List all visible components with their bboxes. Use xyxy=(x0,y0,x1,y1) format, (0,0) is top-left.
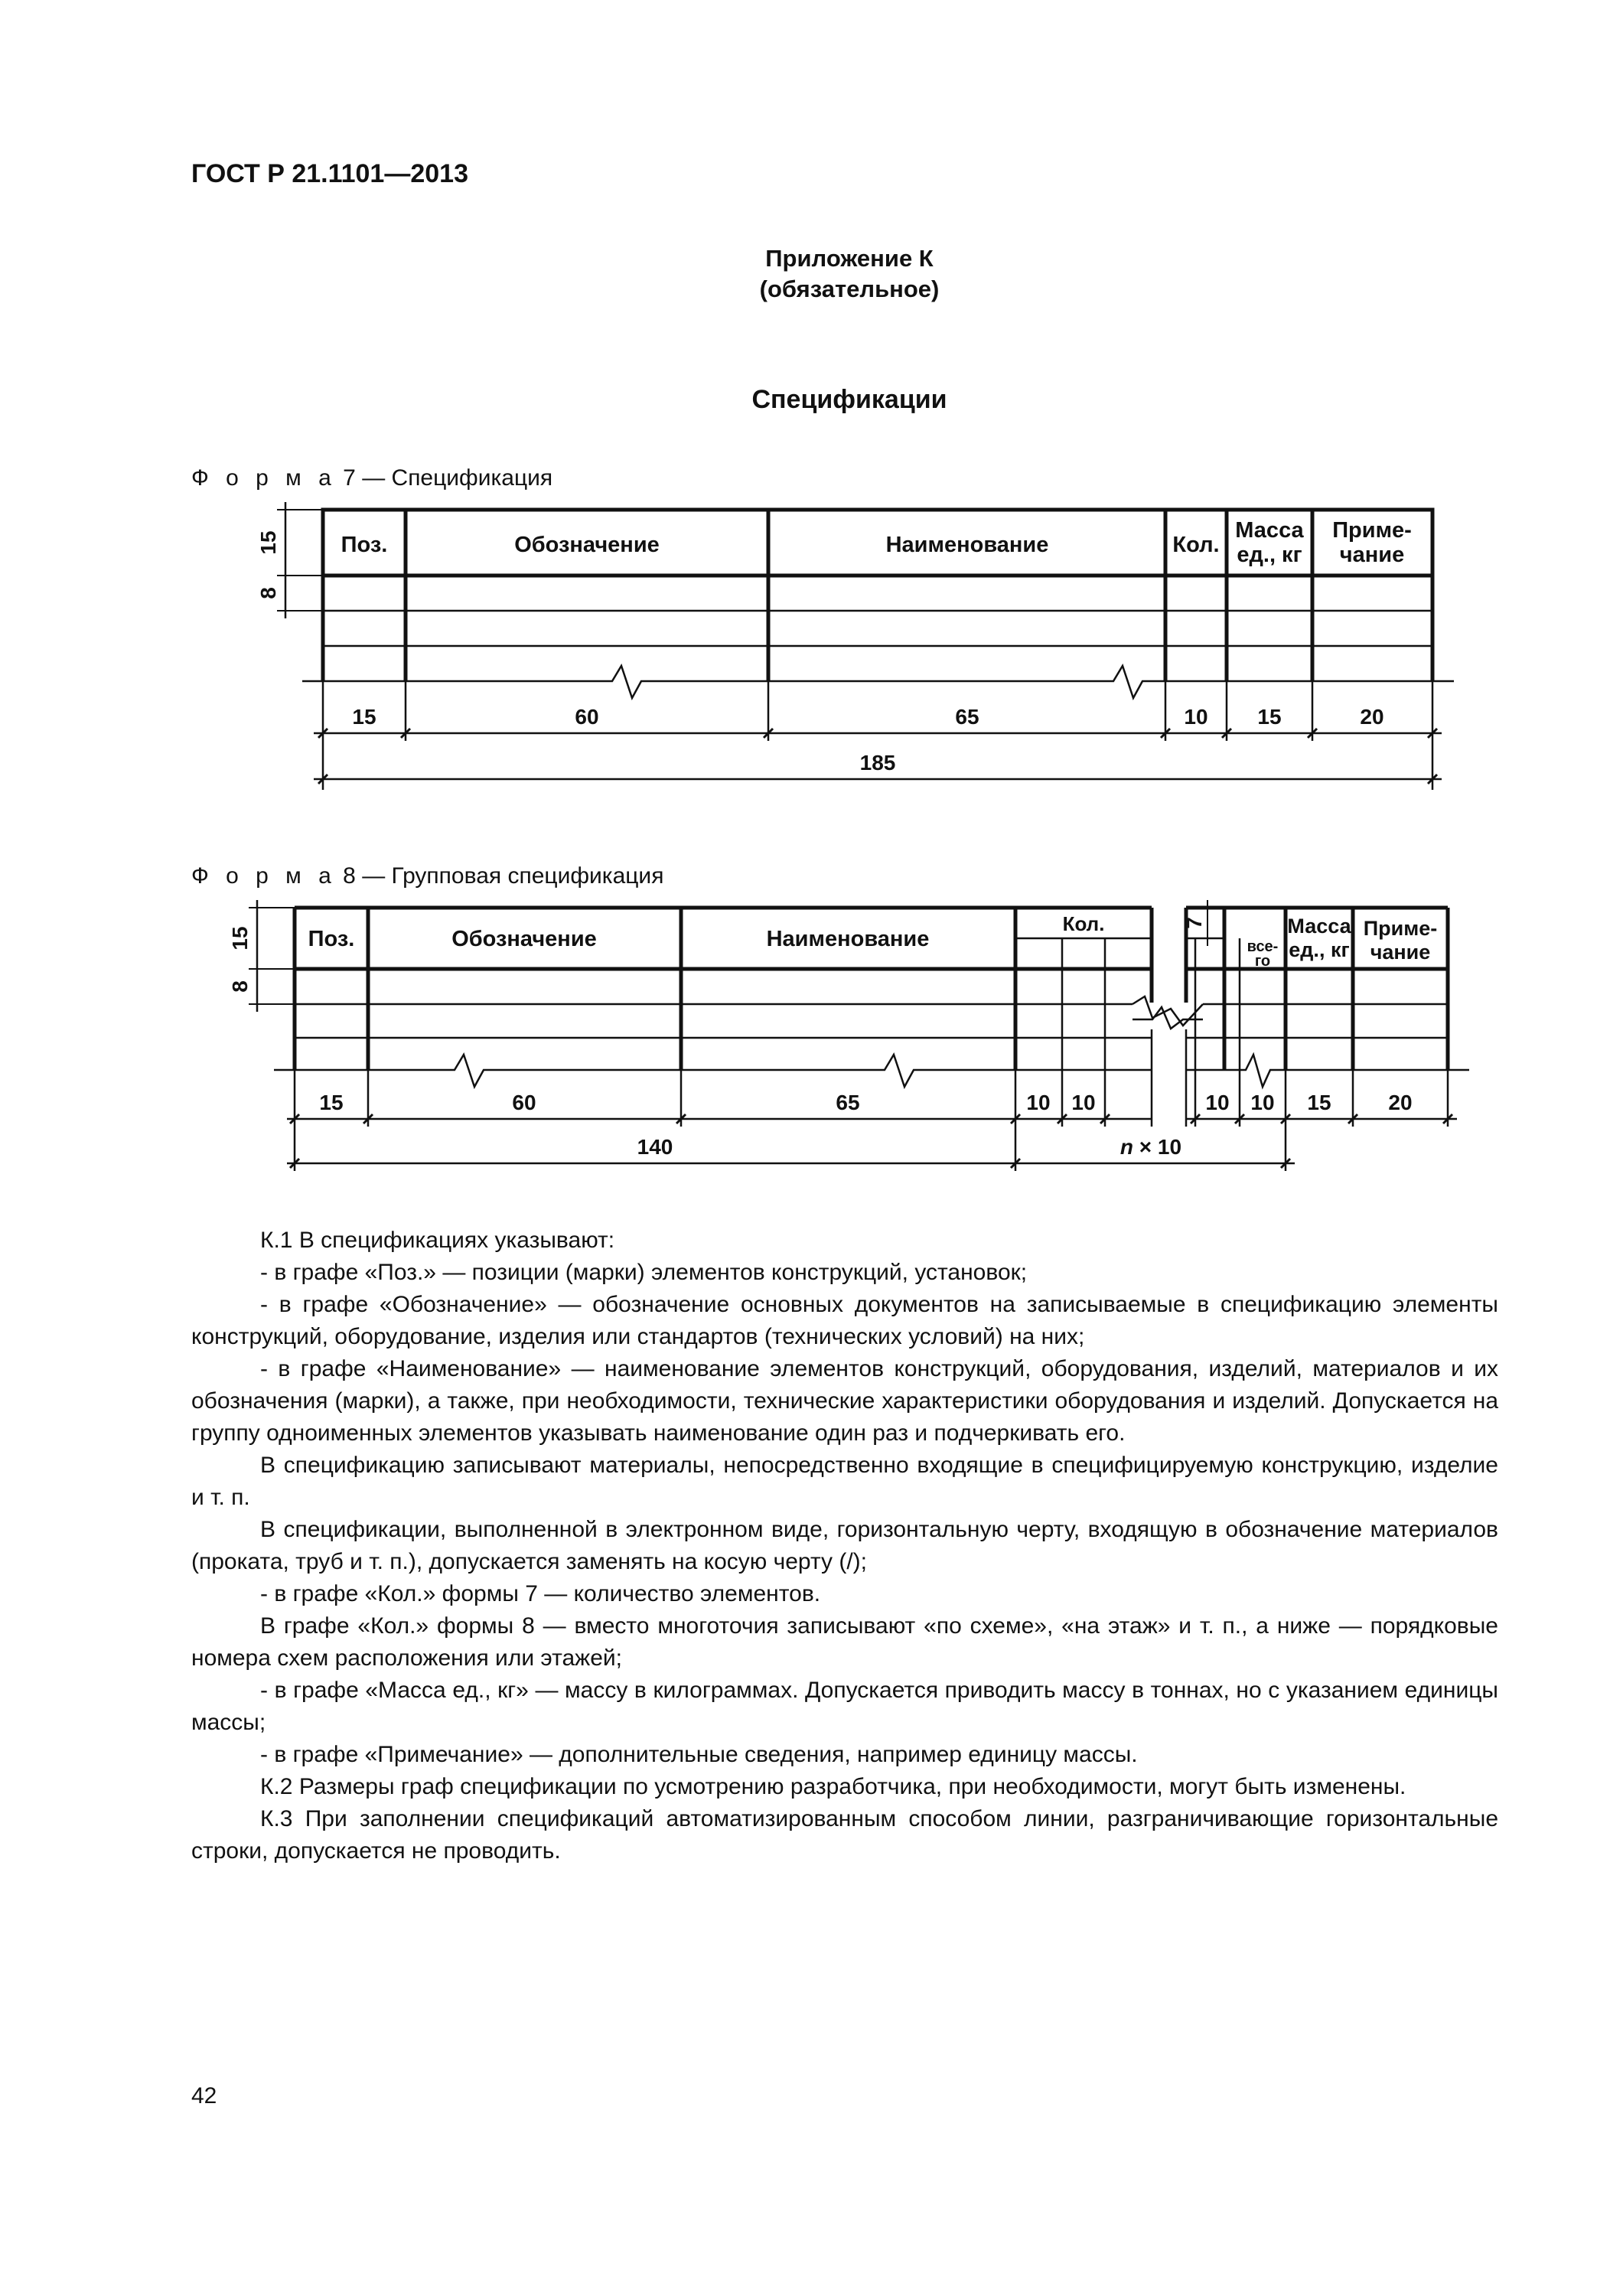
form7-col-mass-line2: ед., кг xyxy=(1237,543,1302,567)
paragraph: - в графе «Масса ед., кг» — массу в килограммах. Допускается приводить массу в тоннах, но с указанием единицы массы; xyxy=(191,1678,1498,1735)
paragraph: - в графе «Поз.» — позиции (марки) элементов конструкций, установок; xyxy=(260,1260,1028,1285)
form8-dim-width: 15 xyxy=(319,1091,344,1114)
form8-col-note-line2: чание xyxy=(1370,941,1431,964)
form8-height-dims xyxy=(228,917,1206,993)
form8-col-qty: Кол. xyxy=(1062,912,1105,935)
form8-dim-width: 65 xyxy=(836,1091,860,1114)
form7-dim-total: 185 xyxy=(859,751,896,775)
appendix-subtitle: (обязательное) xyxy=(759,276,940,302)
form8-dim-width: 10 xyxy=(1250,1091,1275,1114)
form8-dim-width: 20 xyxy=(1388,1091,1413,1114)
form8-col-note-line1: Приме- xyxy=(1363,917,1438,940)
form8-col-total-line2: го xyxy=(1254,953,1271,970)
form8-label-rest: 8 — Групповая спецификация xyxy=(343,863,664,889)
form8-dim-width: 10 xyxy=(1205,1091,1230,1114)
form7-label-rest: 7 — Спецификация xyxy=(343,465,553,491)
explanatory-text xyxy=(191,1225,1498,1867)
form8-col-pos: Поз. xyxy=(308,927,355,951)
standard-header: ГОСТ Р 21.1101—2013 xyxy=(191,159,468,188)
form8-dim-height: 15 xyxy=(228,926,252,951)
paragraph: К.2 Размеры граф спецификации по усмотрению разработчика, при необходимости, могут быть изменены. xyxy=(260,1774,1406,1799)
form8-dim-height: 7 xyxy=(1182,917,1206,929)
paragraph: В графе «Кол.» формы 8 — вместо многоточия записывают «по схеме», «на этаж» и т. п., а ниже — порядковые номера схем расположения или этажей; xyxy=(191,1613,1498,1671)
paragraph: - в графе «Обозначение» — обозначение основных документов на записываемые в спецификацию элементы конструкций, оборудование, изделия или стандартов (технических условий) на них; xyxy=(191,1292,1498,1349)
form7-headers xyxy=(341,518,1412,567)
form7-dim-width: 65 xyxy=(955,705,979,729)
form8-dim-width: 10 xyxy=(1071,1091,1096,1114)
form8-dim-width: 10 xyxy=(1026,1091,1051,1114)
paragraph: К.1 В спецификациях указывают: xyxy=(260,1228,615,1253)
form7-dim-width: 60 xyxy=(575,705,599,729)
form7-dim-width: 15 xyxy=(1257,705,1282,729)
appendix-title: Приложение К xyxy=(765,245,934,272)
form7-dim-height: 15 xyxy=(256,530,280,555)
form8-headers xyxy=(308,912,1438,970)
form8-dim-x10: × 10 xyxy=(1133,1135,1182,1159)
form8-col-mass-line2: ед., кг xyxy=(1289,938,1350,961)
paragraph: - в графе «Примечание» — дополнительные сведения, например единицу массы. xyxy=(260,1742,1138,1767)
form8-dim-height: 8 xyxy=(228,980,252,993)
form7-col-pos: Поз. xyxy=(341,533,388,557)
form7-col-qty: Кол. xyxy=(1172,533,1220,557)
form8-label-word: Ф о р м а xyxy=(191,863,337,889)
form7-col-note-line1: Приме- xyxy=(1332,518,1412,543)
form7-dim-height: 8 xyxy=(256,587,280,599)
form7-label-word: Ф о р м а xyxy=(191,465,337,491)
form8-dim-width: 60 xyxy=(512,1091,536,1114)
paragraph: В спецификации, выполненной в электронном виде, горизонтальную черту, входящую в обозначение материалов (проката, труб и т. п.), допускается заменять на косую черту (/); xyxy=(191,1517,1498,1574)
form8-col-mass-line1: Масса xyxy=(1287,915,1351,938)
form8-dim-total-left: 140 xyxy=(637,1135,673,1159)
form8-dim-n: n xyxy=(1119,1135,1134,1159)
section-title: Спецификации xyxy=(751,385,947,414)
form8-col-designation: Обозначение xyxy=(451,927,597,951)
form7-col-note-line2: чание xyxy=(1339,543,1405,567)
form7-col-mass-line1: Масса xyxy=(1235,518,1304,543)
form8-dim-total-right xyxy=(1120,1135,1181,1159)
form7-height-dims xyxy=(256,530,280,598)
paragraph: - в графе «Наименование» — наименование элементов конструкций, оборудования, изделий, материалов и их обозначения (марки), а также, при необходимости, технические характеристики оборудования и изделий. Допускается на группу одноименных элементов указывать наименование один раз и подчеркивать его. xyxy=(191,1356,1498,1446)
form8-col-name: Наименование xyxy=(766,927,930,951)
form7-col-name: Наименование xyxy=(885,533,1049,557)
form7-dim-width: 15 xyxy=(352,705,376,729)
form8-col-total-line1: все- xyxy=(1247,938,1279,955)
form8-dim-width: 15 xyxy=(1307,1091,1331,1114)
paragraph: В спецификацию записывают материалы, непосредственно входящие в специфицируемую конструкцию, изделие и т. п. xyxy=(191,1453,1498,1510)
page-number: 42 xyxy=(191,2083,217,2108)
form7-width-dims xyxy=(352,705,1383,775)
form7-dim-width: 20 xyxy=(1360,705,1384,729)
paragraph: К.3 При заполнении спецификаций автоматизированным способом линии, разграничивающие горизонтальные строки, допускается не проводить. xyxy=(191,1806,1498,1864)
paragraph: - в графе «Кол.» формы 7 — количество элементов. xyxy=(260,1581,821,1606)
form7-dim-width: 10 xyxy=(1184,705,1208,729)
form7-col-designation: Обозначение xyxy=(514,533,660,557)
form8-width-dims xyxy=(319,1091,1412,1159)
